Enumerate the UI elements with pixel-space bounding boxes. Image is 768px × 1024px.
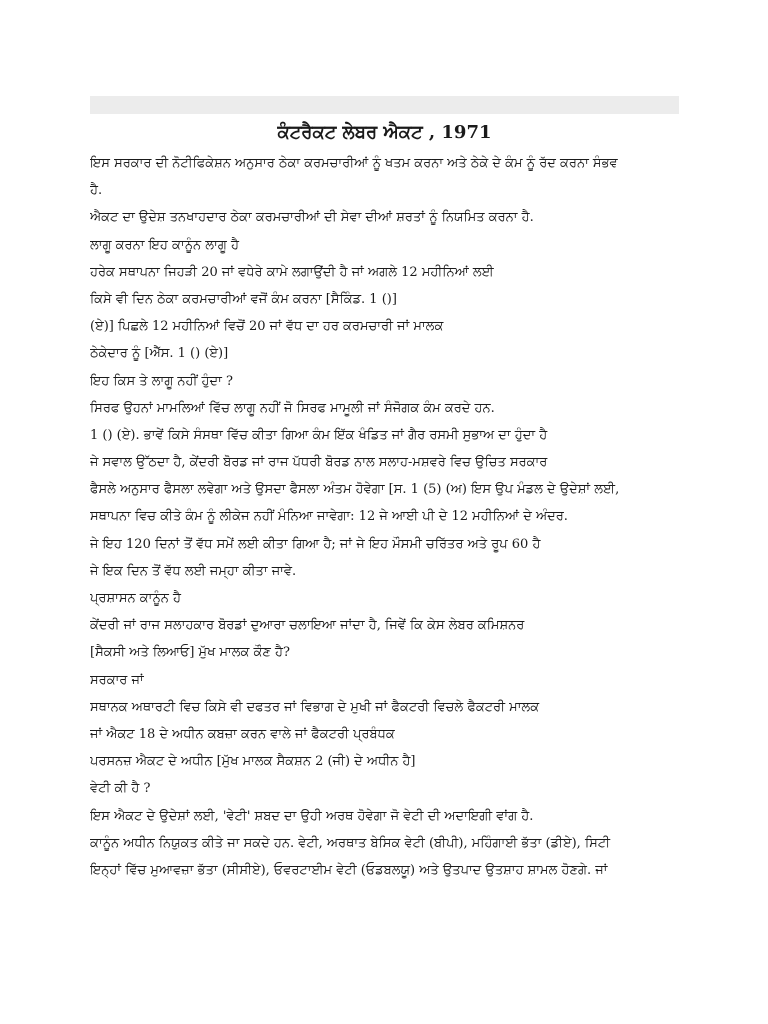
text-line: ਪਰਸਨਜ਼ ਐਕਟ ਦੇ ਅਧੀਨ [ਮੁੱਖ ਮਾਲਕ ਸੈਕਸ਼ਨ 2 (ਜੀ) ਦੇ ਅਧੀਨ ਹੈ] [90, 754, 416, 770]
header-band [90, 96, 679, 114]
text-line: ਜੇ ਸਵਾਲ ਉੱਠਦਾ ਹੈ, ਕੇਂਦਰੀ ਬੋਰਡ ਜਾਂ ਰਾਜ ਪੱਧਰੀ ਬੋਰਡ ਨਾਲ ਸਲਾਹ-ਮਸ਼ਵਰੇ ਵਿਚ ਉਚਿਤ ਸਰਕਾਰ [90, 455, 548, 471]
text-line: ਜੇ ਇਹ 120 ਦਿਨਾਂ ਤੋਂ ਵੱਧ ਸਮੇਂ ਲਈ ਕੀਤਾ ਗਿਆ ਹੈ; ਜਾਂ ਜੇ ਇਹ ਮੌਸਮੀ ਚਰਿੱਤਰ ਅਤੇ ਰੂਪ 60 ਹੈ [90, 536, 541, 552]
text-line: ਸਰਕਾਰ ਜਾਂ [90, 672, 144, 688]
text-line: ਹਰੇਕ ਸਥਾਪਨਾ ਜਿਹੜੀ 20 ਜਾਂ ਵਧੇਰੇ ਕਾਮੇ ਲਗਾਉਂਦੀ ਹੈ ਜਾਂ ਅਗਲੇ 12 ਮਹੀਨਿਆਂ ਲਈ [90, 264, 494, 280]
text-line: 1 () (ਏ). ਭਾਵੇਂ ਕਿਸੇ ਸੰਸਥਾ ਵਿੱਚ ਕੀਤਾ ਗਿਆ ਕੰਮ ਇੱਕ ਖੰਡਿਤ ਜਾਂ ਗੈਰ ਰਸਮੀ ਸੁਭਾਅ ਦਾ ਹੁੰਦਾ ਹੈ [90, 427, 548, 443]
text-line: ਹੈ. [90, 183, 103, 199]
text-line: ਠੇਕੇਦਾਰ ਨੂੰ [ਐੱਸ. 1 () (ਏ)] [90, 346, 229, 362]
section-question: ਇਹ ਕਿਸ ਤੇ ਲਾਗੂ ਨਹੀਂ ਹੁੰਦਾ ? [90, 373, 233, 389]
text-line: (ਏ)] ਪਿਛਲੇ 12 ਮਹੀਨਿਆਂ ਵਿਚੋਂ 20 ਜਾਂ ਵੱਧ ਦਾ ਹਰ ਕਰਮਚਾਰੀ ਜਾਂ ਮਾਲਕ [90, 319, 444, 335]
page-title: ਕੰਟਰੈਕਟ ਲੇਬਰ ਐਕਟ , 1971 [277, 122, 492, 143]
text-line: ਸਿਰਫ ਉਹਨਾਂ ਮਾਮਲਿਆਂ ਵਿੱਚ ਲਾਗੂ ਨਹੀਂ ਜੋ ਸਿਰਫ ਮਾਮੂਲੀ ਜਾਂ ਸੰਜੋਗਕ ਕੰਮ ਕਰਦੇ ਹਨ. [90, 400, 495, 416]
document-body [90, 150, 690, 884]
text-line: ਇਨ੍ਹਾਂ ਵਿੱਚ ਮੁਆਵਜ਼ਾ ਭੱਤਾ (ਸੀਸੀਏ), ਓਵਰਟਾਈਮ ਵੇਟੀ (ਓਡਬਲਯੂ) ਅਤੇ ਉਤਪਾਦ ਉਤਸ਼ਾਹ ਸ਼ਾਮਲ ਹੋਣਗੇ. ਜਾਂ [90, 862, 608, 878]
text-line: ਸਥਾਪਨਾ ਵਿਚ ਕੀਤੇ ਕੰਮ ਨੂੰ ਲੀਕੇਜ ਨਹੀਂ ਮੰਨਿਆ ਜਾਵੇਗਾ: 12 ਜੇ ਆਈ ਪੀ ਦੇ 12 ਮਹੀਨਿਆਂ ਦੇ ਅੰਦਰ. [90, 509, 568, 525]
text-line: ਇਸ ਸਰਕਾਰ ਦੀ ਨੋਟੀਫਿਕੇਸ਼ਨ ਅਨੁਸਾਰ ਠੇਕਾ ਕਰਮਚਾਰੀਆਂ ਨੂੰ ਖਤਮ ਕਰਨਾ ਅਤੇ ਠੇਕੇ ਦੇ ਕੰਮ ਨੂੰ ਰੱਦ ਕਰਨਾ ਸੰਭਵ [90, 156, 618, 171]
text-line: ਪ੍ਰਸ਼ਾਸਨ ਕਾਨੂੰਨ ਹੈ [90, 591, 182, 606]
text-line: ਕੇਂਦਰੀ ਜਾਂ ਰਾਜ ਸਲਾਹਕਾਰ ਬੋਰਡਾਂ ਦੁਆਰਾ ਚਲਾਇਆ ਜਾਂਦਾ ਹੈ, ਜਿਵੇਂ ਕਿ ਕੇਸ ਲੇਬਰ ਕਮਿਸ਼ਨਰ [90, 618, 525, 634]
text-line: [ਸੈਕਸੀ ਅਤੇ ਲਿਆਓ] ਮੁੱਖ ਮਾਲਕ ਕੌਣ ਹੈ? [90, 645, 290, 661]
text-line: ਇਸ ਐਕਟ ਦੇ ਉਦੇਸ਼ਾਂ ਲਈ, 'ਵੇਟੀ' ਸ਼ਬਦ ਦਾ ਉਹੀ ਅਰਥ ਹੋਵੇਗਾ ਜੋ ਵੇਟੀ ਦੀ ਅਦਾਇਗੀ ਵਾਂਗ ਹੈ. [90, 808, 534, 824]
section-question: ਵੇਟੀ ਕੀ ਹੈ ? [90, 781, 151, 797]
text-line: ਐਕਟ ਦਾ ਉਦੇਸ਼ ਤਨਖਾਹਦਾਰ ਠੇਕਾ ਕਰਮਚਾਰੀਆਂ ਦੀ ਸੇਵਾ ਦੀਆਂ ਸ਼ਰਤਾਂ ਨੂੰ ਨਿਯਮਿਤ ਕਰਨਾ ਹੈ. [90, 210, 534, 226]
text-line: ਲਾਗੂ ਕਰਨਾ ਇਹ ਕਾਨੂੰਨ ਲਾਗੂ ਹੈ [90, 237, 239, 253]
text-line: ਜਾਂ ਐਕਟ 18 ਦੇ ਅਧੀਨ ਕਬਜ਼ਾ ਕਰਨ ਵਾਲੇ ਜਾਂ ਫੈਕਟਰੀ ਪ੍ਰਬੰਧਕ [90, 726, 395, 742]
text-line: ਫੈਸਲੇ ਅਨੁਸਾਰ ਫੈਸਲਾ ਲਵੇਗਾ ਅਤੇ ਉਸਦਾ ਫੈਸਲਾ ਅੰਤਮ ਹੋਵੇਗਾ [ਸ. 1 (5) (ਅ) ਇਸ ਉਪ ਮੰਡਲ ਦੇ ਉਦੇਸ਼ਾਂ ਲਈ, [90, 482, 620, 498]
text-line: ਕਿਸੇ ਵੀ ਦਿਨ ਠੇਕਾ ਕਰਮਚਾਰੀਆਂ ਵਜੋਂ ਕੰਮ ਕਰਨਾ [ਸੈਕਿੰਡ. 1 ()] [90, 291, 397, 307]
text-line: ਕਾਨੂੰਨ ਅਧੀਨ ਨਿਯੁਕਤ ਕੀਤੇ ਜਾ ਸਕਦੇ ਹਨ. ਵੇਟੀ, ਅਰਥਾਤ ਬੇਸਿਕ ਵੇਟੀ (ਬੀਪੀ), ਮਹਿੰਗਾਈ ਭੱਤਾ (ਡੀਏ), ਸਿਟੀ [90, 835, 611, 851]
text-line: ਜੇ ਇਕ ਦਿਨ ਤੋਂ ਵੱਧ ਲਈ ਜਮ੍ਹਾ ਕੀਤਾ ਜਾਵੇ. [90, 563, 297, 579]
text-line: ਸਥਾਨਕ ਅਥਾਰਟੀ ਵਿਚ ਕਿਸੇ ਵੀ ਦਫਤਰ ਜਾਂ ਵਿਭਾਗ ਦੇ ਮੁਖੀ ਜਾਂ ਫੈਕਟਰੀ ਵਿਚਲੇ ਫੈਕਟਰੀ ਮਾਲਕ [90, 699, 540, 715]
